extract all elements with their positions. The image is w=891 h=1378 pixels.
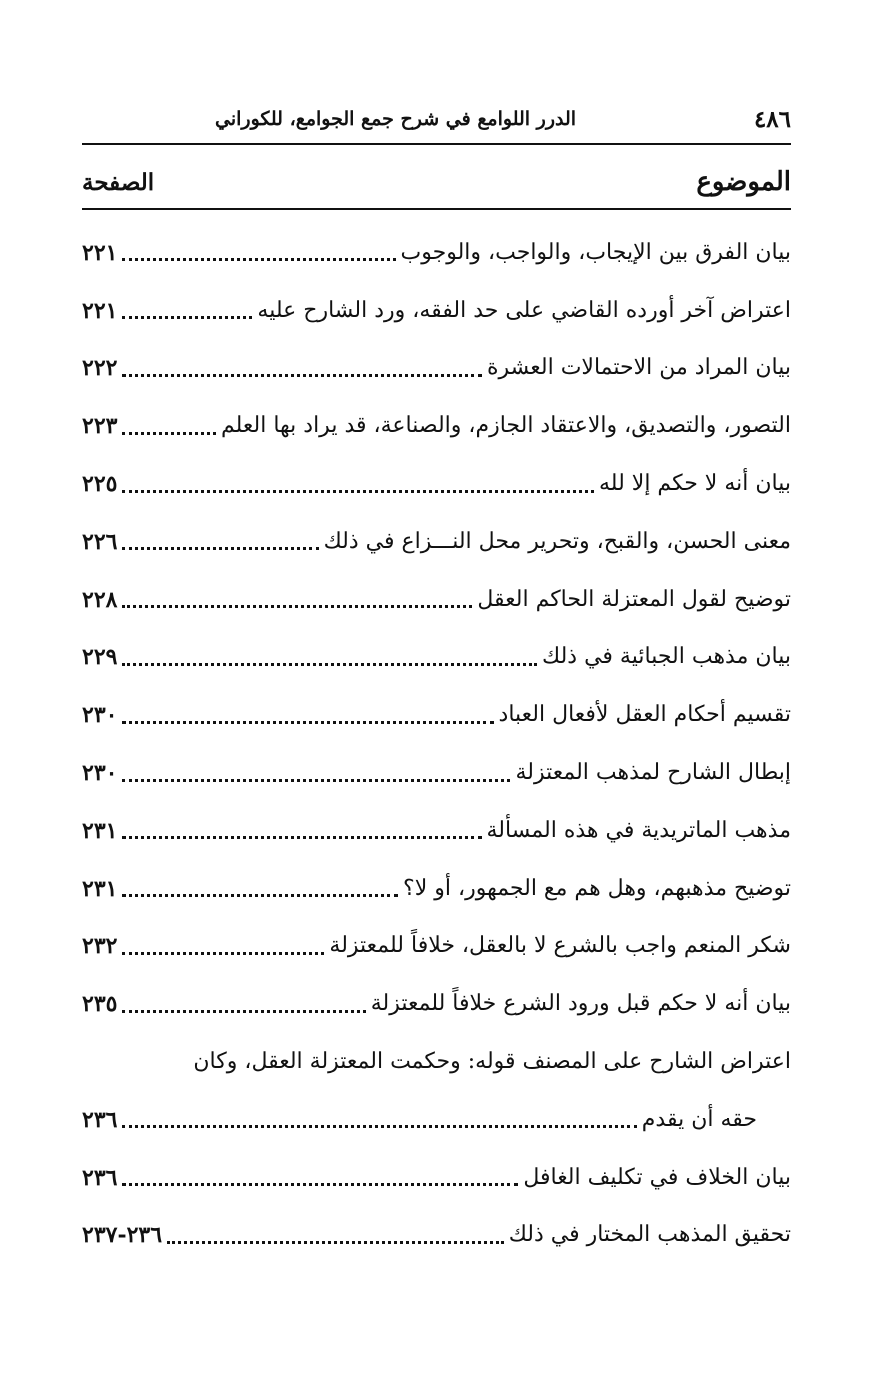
toc-entry bbox=[82, 1207, 791, 1265]
page-column-label: الصفحة bbox=[82, 168, 155, 196]
toc-entry bbox=[82, 975, 791, 1033]
dot-leader bbox=[122, 1006, 365, 1013]
dot-leader bbox=[122, 890, 398, 897]
entry-page-number: ٢٣٦ bbox=[82, 1164, 118, 1191]
dot-leader bbox=[122, 312, 252, 319]
topic-column-label: الموضوع bbox=[696, 167, 791, 197]
entry-page-number: ٢٢٩ bbox=[82, 644, 118, 671]
dot-leader bbox=[122, 948, 324, 955]
dot-leader bbox=[122, 1179, 518, 1186]
entry-page-number: ٢٣٠ bbox=[82, 760, 118, 787]
dot-leader bbox=[122, 370, 482, 377]
entry-page-number: ٢٢٣ bbox=[82, 413, 118, 440]
toc-entry bbox=[82, 686, 791, 744]
entry-page-number: ٢٣٠ bbox=[82, 702, 118, 729]
toc-entry bbox=[82, 744, 791, 802]
toc-entry-continuation bbox=[82, 1091, 791, 1149]
entry-page-number: ٢٢١ bbox=[82, 239, 118, 266]
running-header bbox=[215, 102, 791, 136]
entry-page-number: ٢٢١ bbox=[82, 297, 118, 324]
dot-leader bbox=[122, 775, 510, 782]
entry-page-number: ٢٣١ bbox=[82, 875, 118, 902]
entry-title: توضيح مذهبهم، وهل هم مع الجمهور، أو لا؟ bbox=[403, 875, 791, 901]
entry-page-number: ٢٢٦ bbox=[82, 528, 118, 555]
dot-leader bbox=[167, 1237, 504, 1244]
entry-title: التصور، والتصديق، والاعتقاد الجازم، والصناعة، قد يراد بها العلم bbox=[220, 413, 791, 439]
dot-leader bbox=[122, 601, 472, 608]
entry-title: تحقيق المذهب المختار في ذلك bbox=[508, 1222, 791, 1248]
entry-page-number: ٢٢٨ bbox=[82, 586, 118, 613]
entry-title: بيان المراد من الاحتمالات العشرة bbox=[486, 355, 791, 381]
toc-entry bbox=[82, 340, 791, 398]
toc-entry bbox=[82, 802, 791, 860]
entry-title: اعتراض الشارح على المصنف قوله: وحكمت المعتزلة العقل، وكان bbox=[193, 1049, 791, 1075]
entry-title: معنى الحسن، والقبح، وتحرير محل النـــزاع في ذلك bbox=[323, 528, 791, 554]
toc-entry bbox=[82, 629, 791, 687]
toc-entry bbox=[82, 1149, 791, 1207]
toc-entry bbox=[82, 397, 791, 455]
toc-entry bbox=[82, 282, 791, 340]
entry-page-number: ٢٣٢ bbox=[82, 933, 118, 960]
entry-title: بيان أنه لا حكم إلا لله bbox=[599, 471, 791, 497]
column-header-rule bbox=[82, 208, 791, 210]
entry-page-number: ٢٣٦ bbox=[82, 1106, 118, 1133]
dot-leader bbox=[122, 543, 318, 550]
page-number: ٤٨٦ bbox=[753, 105, 791, 133]
book-title: الدرر اللوامع في شرح جمع الجوامع، للكوراني bbox=[215, 108, 577, 130]
entry-title: مذهب الماتريدية في هذه المسألة bbox=[486, 817, 791, 843]
dot-leader bbox=[122, 428, 216, 435]
entry-title-continuation: حقه أن يقدم bbox=[641, 1106, 757, 1132]
entry-title: اعتراض آخر أورده القاضي على حد الفقه، ورد الشارح عليه bbox=[257, 297, 791, 323]
dot-leader bbox=[122, 717, 493, 724]
table-of-contents bbox=[82, 224, 791, 1264]
entry-page-number: ٢٢٢ bbox=[82, 355, 118, 382]
entry-title: بيان مذهب الجبائية في ذلك bbox=[542, 644, 791, 670]
entry-page-number: ٢٢٥ bbox=[82, 471, 118, 498]
entry-title: بيان الفرق بين الإيجاب، والواجب، والوجوب bbox=[400, 239, 791, 265]
toc-entry bbox=[82, 918, 791, 976]
entry-title: إبطال الشارح لمذهب المعتزلة bbox=[515, 760, 791, 786]
entry-title: شكر المنعم واجب بالشرع لا بالعقل، خلافاً للمعتزلة bbox=[329, 933, 791, 959]
toc-entry bbox=[82, 224, 791, 282]
entry-title: بيان أنه لا حكم قبل ورود الشرع خلافاً للمعتزلة bbox=[370, 991, 791, 1017]
entry-page-number: ٢٣٦-٢٣٧ bbox=[82, 1222, 163, 1249]
toc-entry bbox=[82, 455, 791, 513]
toc-entry bbox=[82, 860, 791, 918]
toc-entry bbox=[82, 571, 791, 629]
dot-leader bbox=[122, 486, 594, 493]
dot-leader bbox=[122, 832, 481, 839]
entry-page-number: ٢٣٥ bbox=[82, 991, 118, 1018]
toc-entry bbox=[82, 1033, 791, 1091]
entry-title: بيان الخلاف في تكليف الغافل bbox=[523, 1164, 791, 1190]
dot-leader bbox=[122, 254, 395, 261]
toc-entry bbox=[82, 513, 791, 571]
header-rule bbox=[82, 143, 791, 145]
entry-page-number: ٢٣١ bbox=[82, 817, 118, 844]
entry-title: تقسيم أحكام العقل لأفعال العباد bbox=[498, 702, 791, 728]
entry-title: توضيح لقول المعتزلة الحاكم العقل bbox=[477, 586, 791, 612]
dot-leader bbox=[122, 1121, 636, 1128]
dot-leader bbox=[122, 659, 537, 666]
column-header bbox=[82, 162, 791, 202]
